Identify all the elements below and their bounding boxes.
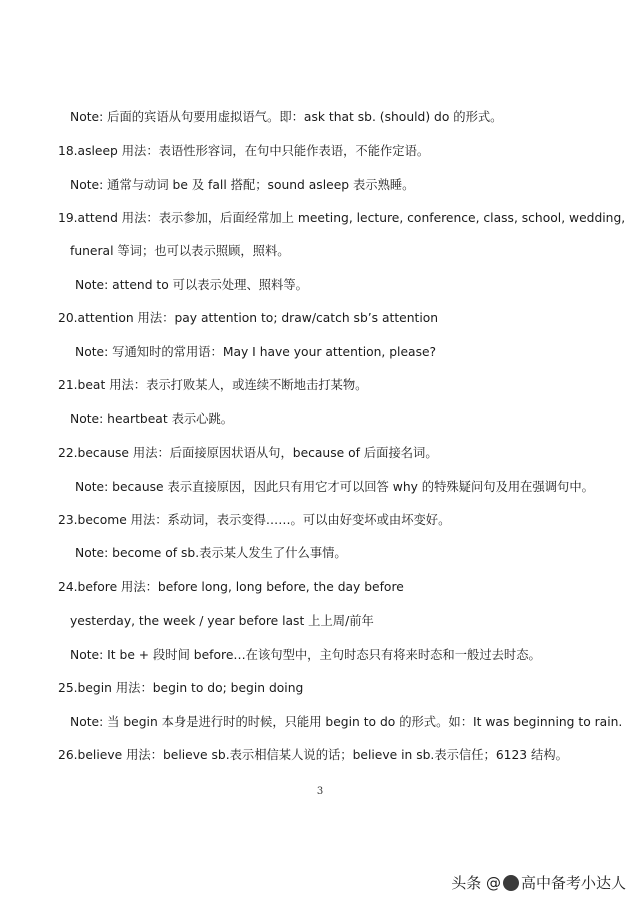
text-line: Note: 通常与动词 be 及 fall 搭配；sound asleep 表示熟睡。 (70, 178, 415, 192)
text-line: 18.asleep 用法：表语性形容词，在句中只能作表语，不能作定语。 (58, 144, 430, 158)
watermark (451, 872, 626, 893)
text-line: Note: 写通知时的常用语：May I have your attention, please? (75, 345, 437, 359)
text-line: Note: attend to 可以表示处理、照料等。 (75, 278, 308, 292)
account-logo-icon (503, 875, 519, 891)
text-line: 25.begin 用法：begin to do; begin doing (58, 681, 304, 695)
page-number: 3 (316, 786, 324, 797)
watermark-at: @ (485, 874, 501, 892)
text-line: 26.believe 用法：believe sb.表示相信某人说的话；believe in sb.表示信任；6123 结构。 (58, 748, 568, 762)
text-line: Note: It be + 段时间 before…在该句型中，主句时态只有将来时态和一般过去时态。 (70, 648, 541, 662)
text-line: Note: heartbeat 表示心跳。 (70, 412, 234, 426)
text-line: Note: 后面的宾语从句要用虚拟语气。即：ask that sb. (should) do 的形式。 (70, 110, 503, 124)
text-line: 19.attend 用法：表示参加，后面经常加上 meeting, lecture, conference, class, school, wedding, (58, 211, 626, 225)
text-line: 23.become 用法：系动词，表示变得……。可以由好变坏或由坏变好。 (58, 513, 451, 527)
text-line: yesterday, the week / year before last 上上周/前年 (70, 614, 374, 628)
text-line: funeral 等词；也可以表示照顾，照料。 (70, 244, 290, 258)
text-line: 21.beat 用法：表示打败某人，或连续不断地击打某物。 (58, 378, 368, 392)
text-line: 20.attention 用法：pay attention to; draw/catch sb’s attention (58, 311, 439, 325)
text-line: Note: 当 begin 本身是进行时的时候，只能用 begin to do 的形式。如：It was beginning to rain. (70, 715, 623, 729)
watermark-prefix: 头条 (451, 874, 482, 892)
watermark-account: 高中备考小达人 (520, 874, 626, 892)
text-line: Note: become of sb.表示某人发生了什么事情。 (75, 546, 347, 560)
text-line: Note: because 表示直接原因，因此只有用它才可以回答 why 的特殊疑问句及用在强调句中。 (75, 480, 594, 494)
text-line: 24.before 用法：before long, long before, the day before (58, 580, 404, 594)
text-line: 22.because 用法：后面接原因状语从句，because of 后面接名词。 (58, 446, 438, 460)
